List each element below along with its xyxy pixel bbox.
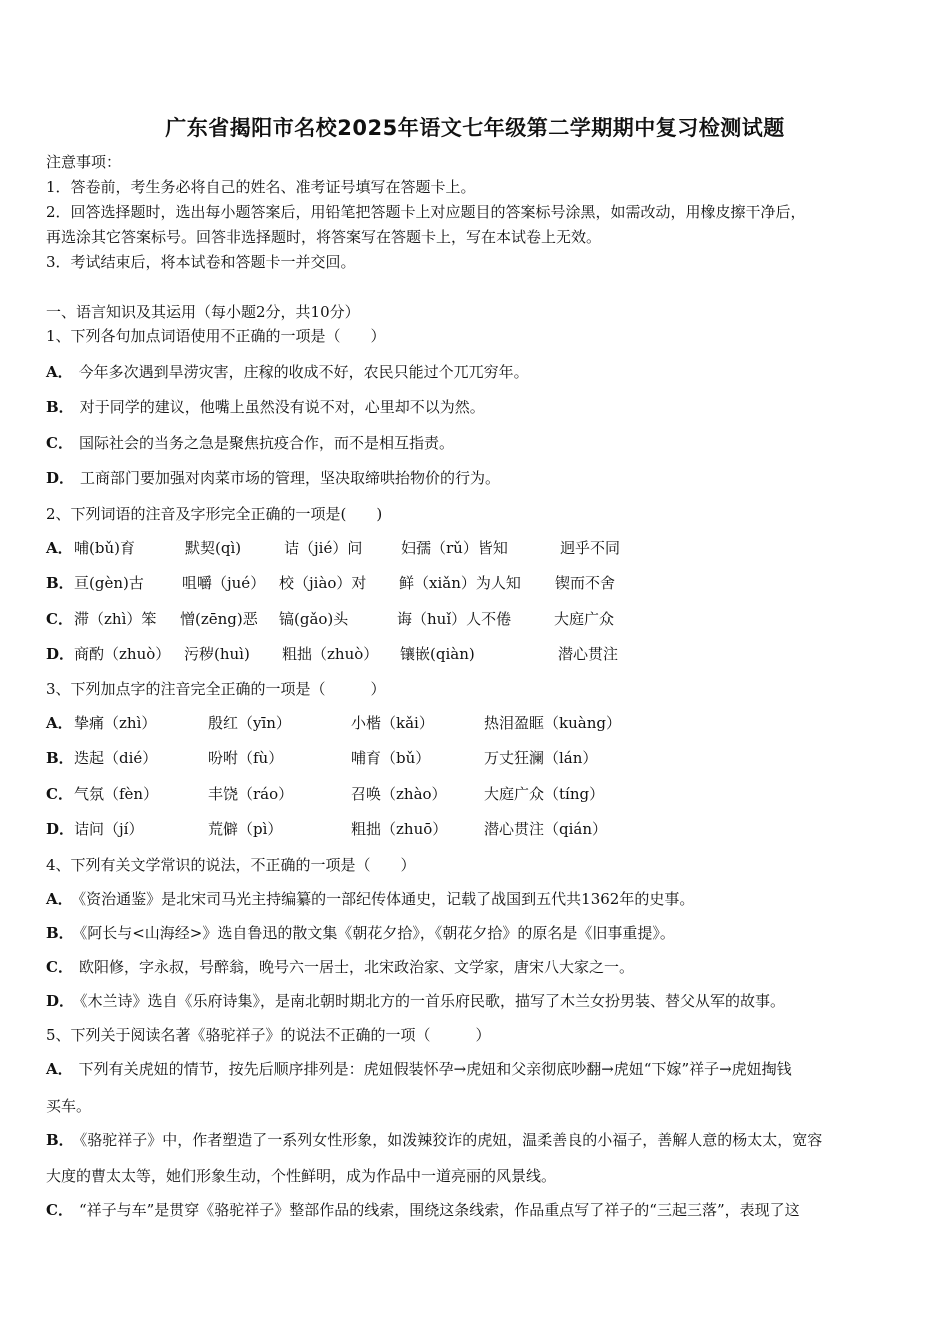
q3-stem: 3、下列加点字的注音完全正确的一项是（ ） [46,680,386,698]
word-cell: 粗拙（zhuō） [351,820,448,838]
q5-stem: 5、下列关于阅读名著《骆驼祥子》的说法不正确的一项（ ） [46,1026,491,1044]
option-text: 《阿长与<山海经>》选自鲁迅的散文集《朝花夕拾》，《朝花夕拾》的原名是《旧事重提》。 [79,924,675,942]
word-cell: 校（jiào）对 [279,574,367,592]
option-label: B． [46,924,74,942]
word-cell: 大庭广众 [554,610,615,628]
word-cell: 亘(gèn)古 [74,574,144,592]
word-cell: 鲜（xiǎn）为人知 [399,574,521,592]
word-cell: 滞（zhì）笨 [74,610,157,628]
q1-option-a [46,362,529,382]
option-text: 欧阳修，字永叔，号醉翁，晚号六一居士，北宋政治家、文学家，唐宋八大家之一。 [78,958,634,976]
option-text: 工商部门要加强对肉菜市场的管理，坚决取缔哄抬物价的行为。 [80,469,501,487]
word-cell: 殷红（yīn） [208,714,291,732]
page-title: 广东省揭阳市名校2025年语文七年级第二学期期中复习检测试题 [165,116,785,140]
word-cell: 挚痛（zhì） [74,714,157,732]
option-label: C． [46,785,73,803]
word-cell: 锲而不舍 [555,574,616,592]
word-cell: 迭起（dié） [74,749,158,767]
notice-item-2b: 再选涂其它答案标号。回答非选择题时，将答案写在答题卡上，写在本试卷上无效。 [46,228,602,246]
option-text: 《木兰诗》选自《乐府诗集》，是南北朝时期北方的一首乐府民歌，描写了木兰女扮男装、替父从军的故事。 [80,992,786,1010]
option-text: 《资治通鉴》是北宋司马光主持编纂的一部纪传体通史，记载了战国到五代共1362年的史事。 [78,890,695,908]
word-cell: 气氛（fèn） [74,785,159,803]
option-label: C． [46,958,73,976]
notice-heading: 注意事项： [46,153,122,171]
word-cell: 迥乎不同 [560,539,621,557]
q2-stem: 2、下列词语的注音及字形完全正确的一项是( ) [46,505,383,523]
word-cell: 咀嚼（jué） [182,574,266,592]
word-cell: 热泪盈眶（kuàng） [484,714,621,732]
q4-option-c [46,957,634,977]
option-label: D． [46,645,75,663]
word-cell: 大庭广众（tíng） [484,785,605,803]
option-label: C． [46,1201,73,1219]
section-heading: 一、语言知识及其运用（每小题2分，共10分） [46,303,360,321]
word-cell: 憎(zēng)恶 [180,610,258,628]
word-cell: 哺育（bǔ） [351,749,431,767]
option-label: A． [46,890,73,908]
word-cell: 诘（jié）问 [284,539,363,557]
option-label: A． [46,1060,73,1078]
word-cell: 万丈狂澜（lán） [484,749,598,767]
word-cell: 妇孺（rǔ）皆知 [401,539,508,557]
word-cell: 潜心贯注（qián） [484,820,608,838]
option-text: 《骆驼祥子》中，作者塑造了一系列女性形象，如泼辣狡诈的虎妞，温柔善良的小福子，善解人意的杨太太，宽容 [79,1131,823,1149]
option-text: “祥子与车”是贯穿《骆驼祥子》整部作品的线索，围绕这条线索，作品重点写了祥子的“三起三落”，表现了这 [78,1201,800,1219]
notice-item-2a: 2．回答选择题时，选出每小题答案后，用铅笔把答题卡上对应题目的答案标号涂黑，如需改动，用橡皮擦干净后， [46,203,806,221]
q5-option-a [46,1059,792,1079]
option-label: B． [46,574,74,592]
q5-option-c [46,1200,800,1220]
option-label: D． [46,820,75,838]
word-cell: 诲（huǐ）人不倦 [397,610,512,628]
option-label: A． [46,363,73,381]
word-cell: 污秽(huì) [184,645,250,663]
word-cell: 粗拙（zhuò） [282,645,379,663]
word-cell: 吩咐（fù） [208,749,284,767]
option-label: A． [46,539,73,557]
option-label: B． [46,749,74,767]
option-label: D． [46,469,75,487]
word-cell: 丰饶（ráo） [208,785,294,803]
q5-option-a-cont: 买车。 [46,1097,92,1115]
word-cell: 潜心贯注 [558,645,619,663]
q4-option-d [46,991,785,1011]
option-label: B． [46,1131,74,1149]
notice-item-1: 1．答卷前，考生务必将自己的姓名、准考证号填写在答题卡上。 [46,178,476,196]
option-text: 国际社会的当务之急是聚焦抗疫合作，而不是相互指责。 [78,434,454,452]
q4-option-a [46,889,694,909]
word-cell: 诘问（jí） [74,820,144,838]
word-cell: 荒僻（pì） [208,820,283,838]
q5-option-b-cont: 大度的曹太太等，她们形象生动，个性鲜明，成为作品中一道亮丽的风景线。 [46,1167,557,1185]
q1-option-b [46,397,485,417]
q1-stem: 1、下列各句加点词语使用不正确的一项是（ ） [46,327,386,345]
option-label: B． [46,398,74,416]
word-cell: 镐(gǎo)头 [279,610,349,628]
option-text: 今年多次遇到旱涝灾害，庄稼的收成不好，农民只能过个兀兀穷年。 [78,363,529,381]
word-cell: 小楷（kǎi） [351,714,434,732]
notice-item-3: 3．考试结束后，将本试卷和答题卡一并交回。 [46,253,356,271]
word-cell: 召唤（zhào） [351,785,447,803]
q4-option-b [46,923,675,943]
option-text: 下列有关虎妞的情节，按先后顺序排列是：虎妞假装怀孕→虎妞和父亲彻底吵翻→虎妞“下嫁”祥子→虎妞掏钱 [78,1060,792,1078]
word-cell: 默契(qì) [185,539,242,557]
option-label: A． [46,714,73,732]
option-label: C． [46,434,73,452]
q1-option-c [46,433,454,453]
option-label: C． [46,610,73,628]
word-cell: 哺(bǔ)育 [74,539,135,557]
q4-stem: 4、下列有关文学常识的说法，不正确的一项是（ ） [46,856,416,874]
word-cell: 商酌（zhuò） [74,645,171,663]
option-label: D． [46,992,75,1010]
option-text: 对于同学的建议，他嘴上虽然没有说不对，心里却不以为然。 [79,398,485,416]
q5-option-b [46,1130,822,1150]
q1-option-d [46,468,500,488]
word-cell: 镶嵌(qiàn) [400,645,475,663]
